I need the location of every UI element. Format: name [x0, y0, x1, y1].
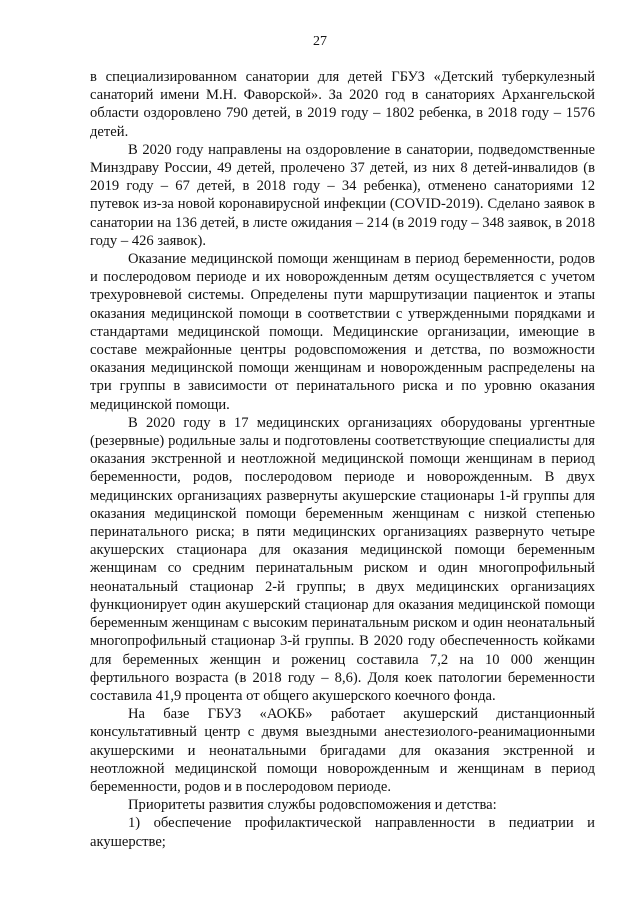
paragraph-priorities-heading: Приоритеты развития службы родовспоможения и детства:	[128, 797, 497, 814]
paragraph-sanatorium-minzdrav: В 2020 году направлены на оздоровление в санатории, подведомственные Минздраву России, 49 детей, пролечено 37 детей, из них 8 детей-инвалидов (в 2019 году – 67 детей, в 2018 году – 34 ребенка), отменено санаториями 12 путевок из-за новой коронавирусной инфекции (COVID-2019). Сделано заявок в санатории на 136 детей, в листе ожидания – 214 (в 2019 году – 348 заявок, в 2018 году – 426 заявок).	[90, 141, 595, 249]
page-number: 27	[313, 34, 327, 49]
paragraph-maternity-hospitals: В 2020 году в 17 медицинских организациях оборудованы ургентные (резервные) родильные залы и подготовлены соответствующие специалисты для оказания экстренной и неотложной медицинской помощи женщинам в период беременности, родов, послеродовом периоде и новорожденным. В двух медицинских организациях развернуты акушерские стационары 1-й группы для оказания медицинской помощи беременным женщинам с низкой степенью перинатального риска; в пяти медицинских организациях развернуто четыре акушерских стационара для оказания медицинской помощи беременным женщинам со средним перинатальным риском и один многопрофильный неонатальный стационар 2-й группы; в двух медицинских организациях функционирует один акушерский стационар для оказания медицинской помощи беременным женщинам с высоким перинатальным риском и один неонатальный многопрофильный стационар 3-й группы. В 2020 году обеспеченность койками для беременных женщин и рожениц составила 7,2 на 10 000 женщин фертильного возраста (в 2018 году – 8,6). Доля коек патологии беременности составила 41,9 процента от общего акушерского коечного фонда.	[90, 414, 595, 704]
paragraph-priority-item-1: 1) обеспечение профилактической направленности в педиатрии и акушерстве;	[90, 815, 595, 850]
paragraph-consultative-center: На базе ГБУЗ «АОКБ» работает акушерский дистанционный консультативный центр с двумя выездными анестезиолого-реанимационными акушерскими и неонатальными бригадами для оказания экстренной и неотложной медицинской помощи новорожденным и женщинам в период беременности, родов и в послеродовом периоде.	[90, 706, 595, 795]
paragraph-sanatorium-continuation: в специализированном санатории для детей ГБУЗ «Детский туберкулезный санаторий имени М.Н. Фаворской». За 2020 год в санаториях Архангельской области оздоровлено 790 детей, в 2019 году – 1802 ребенка, в 2018 году – 1576 детей.	[90, 69, 595, 140]
paragraph-three-level-system: Оказание медицинской помощи женщинам в период беременности, родов и послеродовом периоде и их новорожденным детям осуществляется с учетом трехуровневой системы. Определены пути маршрутизации пациенток и этапы оказания медицинской помощи в соответствии с утвержденными порядками и стандартами медицинской помощи. Медицинские организации, имеющие в составе межрайонные центры родовспоможения и детства, по возможности оказания медицинской помощи женщинам и новорожденным распределены на три группы в зависимости от перинатального риска и по уровню оказания медицинской помощи.	[90, 251, 595, 413]
document-body	[90, 68, 595, 851]
